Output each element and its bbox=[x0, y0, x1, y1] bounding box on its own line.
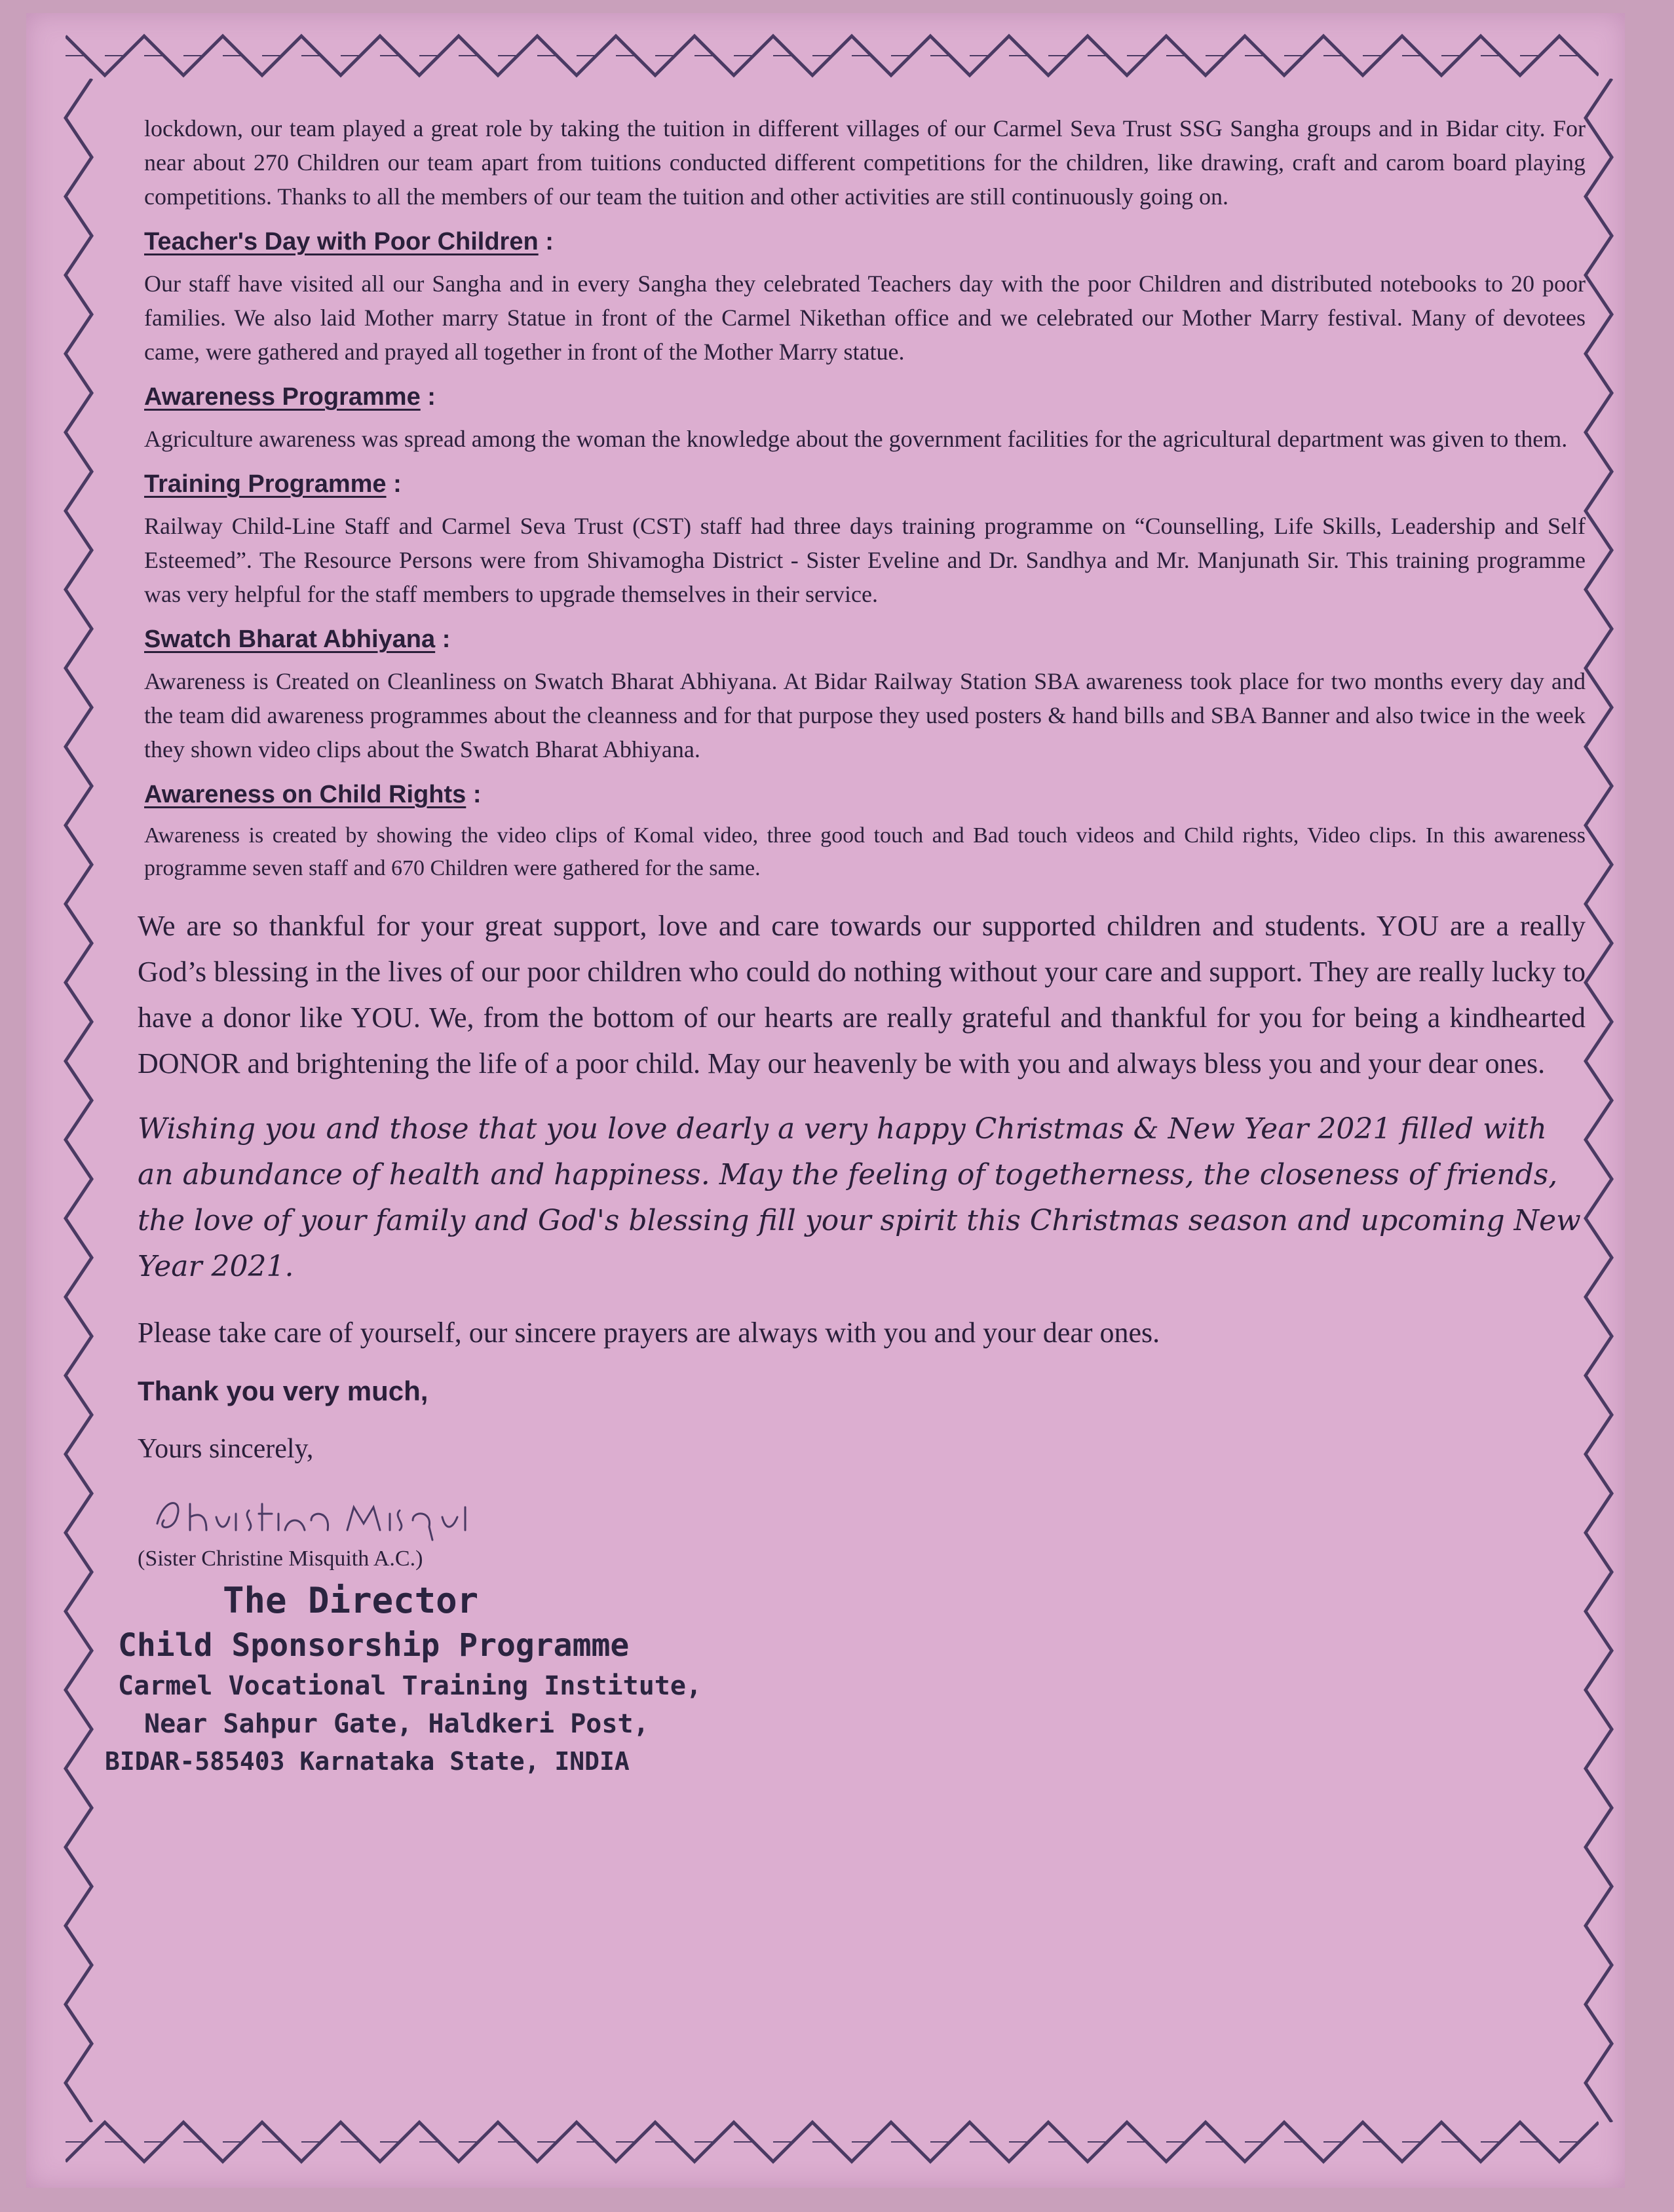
thank-paragraph: We are so thankful for your great support, love and care towards our supported children and students. YOU are a really God’s blessing in the lives of our poor children who could do nothing without your care and support. They are really lucky to have a donor like YOU. We, from the bottom of our hearts are really grateful and thankful for you for being a kindhearted DONOR and brightening the life of a poor child. May our heavenly be with you and always bless you and your dear ones. bbox=[138, 910, 1586, 1079]
stamp-line: Carmel Vocational Training Institute, bbox=[118, 1671, 702, 1701]
section-heading: Training Programme : bbox=[144, 470, 402, 498]
season-wishes: Wishing you and those that you love dearly a very happy Christmas & New Year 2021 filled with an abundance of health and happiness. May the feeling of togetherness, the closeness of friends, the love of your family and God's blessing fill your spirit this Christmas season and upcoming New Year 2021. bbox=[138, 1112, 1581, 1283]
section-heading: Awareness on Child Rights : bbox=[144, 781, 482, 808]
section-swatch-bharat bbox=[118, 626, 1586, 766]
signatory-name: (Sister Christine Misquith A.C.) bbox=[138, 1547, 423, 1571]
decorative-border-top bbox=[66, 23, 1599, 82]
stamp-line: The Director bbox=[223, 1580, 479, 1621]
decorative-border-bottom bbox=[66, 2116, 1599, 2175]
section-awareness-programme bbox=[118, 383, 1586, 456]
section-heading: Awareness Programme : bbox=[144, 383, 436, 411]
section-teachers-day bbox=[118, 228, 1586, 369]
section-text: Awareness is Created on Cleanliness on Swatch Bharat Abhiyana. At Bidar Railway Station SBA awareness took place for two months every day and the team did awareness programmes about the cleanness and for that purpose they used posters & hand bills and SBA Banner and also twice in the week they shown video clips about the Swatch Bharat Abhiyana. bbox=[144, 668, 1586, 762]
director-stamp bbox=[105, 1578, 1586, 1780]
decorative-border-left bbox=[52, 79, 105, 2122]
section-text: Railway Child-Line Staff and Carmel Seva Trust (CST) staff had three days training programme on “Counselling, Life Skills, Leadership and Self Esteemed”. The Resource Persons were from Shivamogha District - Sister Eveline and Dr. Sandhya and Mr. Manjunath Sir. This training programme was very helpful for the staff members to upgrade themselves in their service. bbox=[144, 513, 1586, 607]
section-training-programme bbox=[118, 470, 1586, 611]
section-heading: Swatch Bharat Abhiyana : bbox=[144, 626, 451, 653]
section-text: Our staff have visited all our Sangha and in every Sangha they celebrated Teachers day with the poor Children and distributed notebooks to 20 poor families. We also laid Mother marry Statue in front of the Carmel Nikethan office and we celebrated our Mother Marry festival. Many of devotees came, were gathered and prayed all together in front of the Mother Marry statue. bbox=[144, 271, 1586, 365]
closing-line: Yours sincerely, bbox=[138, 1434, 314, 1464]
letter-sheet bbox=[26, 13, 1625, 2188]
stamp-line: Near Sahpur Gate, Haldkeri Post, bbox=[144, 1709, 649, 1739]
prayer-line: Please take care of yourself, our sincere prayers are always with you and your dear ones. bbox=[138, 1317, 1160, 1349]
stamp-line: Child Sponsorship Programme bbox=[118, 1627, 630, 1664]
section-heading: Teacher's Day with Poor Children : bbox=[144, 228, 554, 255]
section-text: Agriculture awareness was spread among the woman the knowledge about the government facilities for the agricultural department was given to them. bbox=[144, 426, 1568, 452]
thank-you-line: Thank you very much, bbox=[138, 1376, 428, 1406]
section-text: Awareness is created by showing the video clips of Komal video, three good touch and Bad touch videos and Child rights, Video clips. In this awareness programme seven staff and 670 Children were gathered for the same. bbox=[144, 823, 1586, 880]
handwritten-signature bbox=[144, 1484, 485, 1543]
stamp-line: BIDAR-585403 Karnataka State, INDIA bbox=[105, 1747, 630, 1776]
section-child-rights bbox=[118, 781, 1586, 885]
letter-body bbox=[105, 111, 1586, 1780]
intro-paragraph: lockdown, our team played a great role by taking the tuition in different villages of our Carmel Seva Trust SSG Sangha groups and in Bidar city. For near about 270 Children our team apart from tuitions conducted different competitions for the children, like drawing, craft and carom board playing competitions. Thanks to all the members of our team the tuition and other activities are still continuously going on. bbox=[144, 115, 1586, 210]
